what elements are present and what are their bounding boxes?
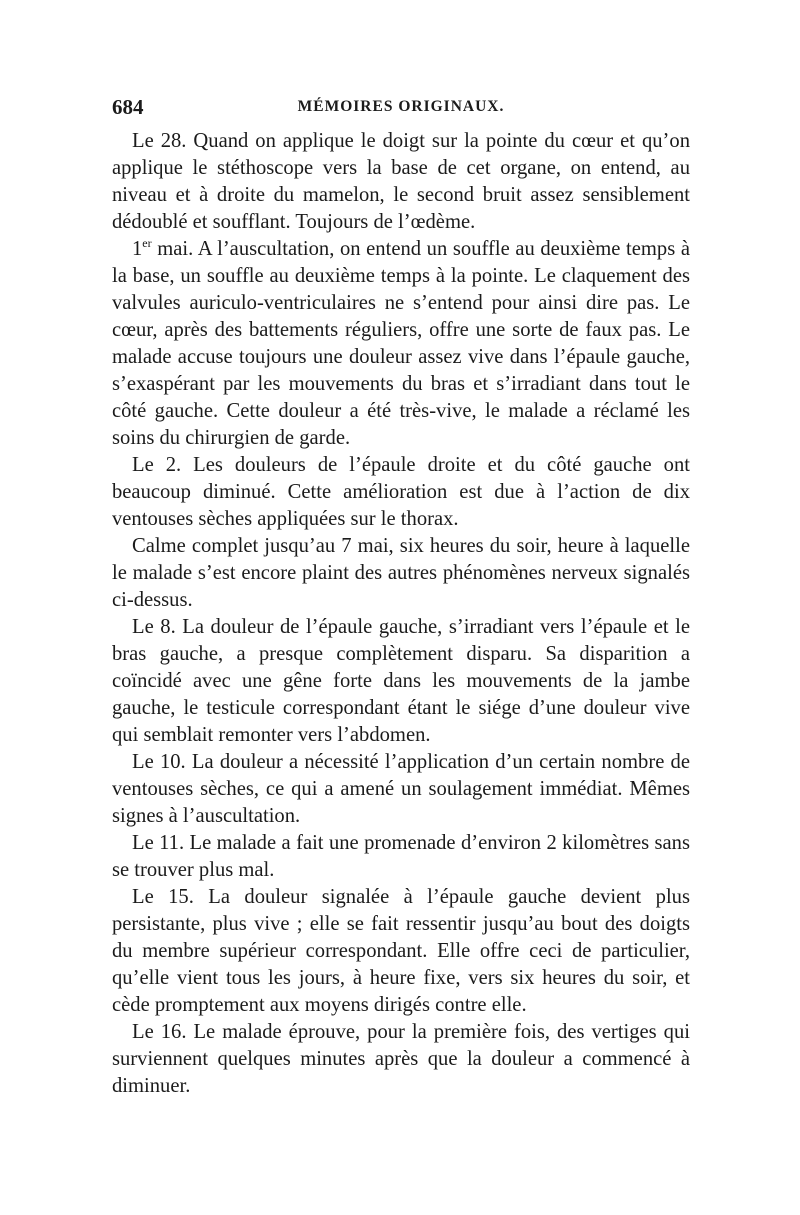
paragraph-le-2: Le 2. Les douleurs de l’épaule droite et du côté gauche ont beaucoup diminué. Cette amélioration est due à l’action de dix ventouses sèches appliquées sur le thorax. (112, 454, 690, 530)
paragraph-le-8: Le 8. La douleur de l’épaule gauche, s’irradiant vers l’épaule et le bras gauche, a presque complètement disparu. Sa disparition a coïncidé avec une gêne forte dans les mouvements de la jambe gauche, le testicule correspondant étant le siége d’une douleur vive qui semblait remonter vers l’abdomen. (112, 616, 690, 746)
paragraph-le-16: Le 16. Le malade éprouve, pour la première fois, des vertiges qui surviennent quelques minutes après que la douleur a commencé à diminuer. (112, 1021, 690, 1097)
paragraph-le-15: Le 15. La douleur signalée à l’épaule gauche devient plus persistante, plus vive ; elle se fait ressentir jusqu’au bout des doigts du membre supérieur correspondant. Elle offre ceci de particulier, qu’elle vient tous les jours, à heure fixe, vers six heures du soir, et cède promptement aux moyens dirigés contre elle. (112, 886, 690, 1016)
book-page (112, 92, 690, 1100)
paragraph-calme-complet: Calme complet jusqu’au 7 mai, six heures du soir, heure à laquelle le malade s’est encore plaint des autres phénomènes nerveux signalés ci-dessus. (112, 535, 690, 611)
paragraph-le-10: Le 10. La douleur a nécessité l’application d’un certain nombre de ventouses sèches, ce qui a amené un soulagement immédiat. Mêmes signes à l’auscultation. (112, 751, 690, 827)
ordinal-superscript: er (142, 236, 152, 251)
running-title: MÉMOIRES ORIGINAUX. (297, 98, 505, 115)
page-number: 684 (112, 95, 144, 119)
paragraph-body: mai. A l’auscultation, on entend un souffle au deuxième temps à la base, un souffle au deuxième temps à la pointe. Le claquement des valvules auriculo-ventriculaires ne s’entend pour ainsi dire pas. Le cœur, après des battements réguliers, offre une sorte de faux pas. Le malade accuse toujours une douleur assez vive dans l’épaule gauche, s’exaspérant par les mouvements du bras et s’irradiant dans tout le côté gauche. Cette douleur a été très-vive, le malade a réclamé les soins du chirurgien de garde. (112, 238, 690, 449)
body-text (112, 128, 690, 1100)
paragraph-le-11: Le 11. Le malade a fait une promenade d’environ 2 kilomètres sans se trouver plus mal. (112, 832, 690, 881)
paragraph-lead: 1 (132, 238, 143, 260)
running-head (112, 92, 690, 122)
paragraph-le-28: Le 28. Quand on applique le doigt sur la pointe du cœur et qu’on applique le stéthoscope vers la base de cet organe, on entend, au niveau et à droite du mamelon, le second bruit assez sensiblement dédoublé et soufflant. Toujours de l’œdème. (112, 130, 690, 233)
paragraph-1er-mai (112, 236, 690, 452)
